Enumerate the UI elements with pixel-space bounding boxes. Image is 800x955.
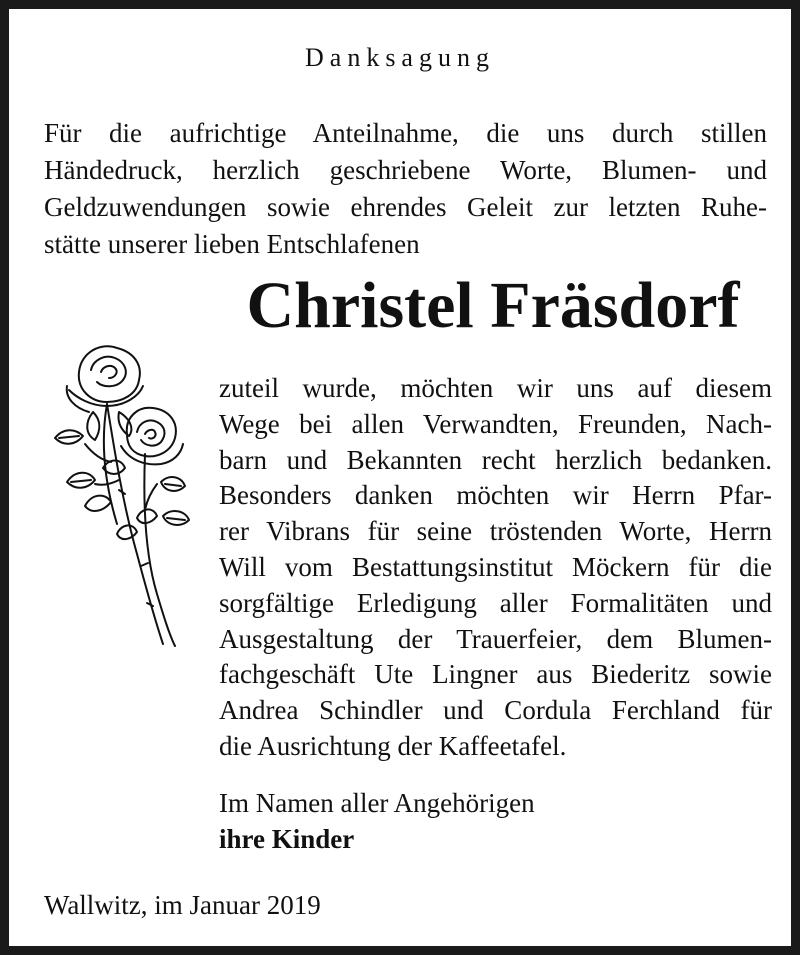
body-line: sorgfältige Erledigung aller Formalitäten und <box>219 587 772 618</box>
body-line: barn und Bekannten recht herzlich bedanken. <box>219 444 772 475</box>
body-paragraph <box>219 371 772 765</box>
body-line: Andrea Schindler und Cordula Ferchland für <box>219 695 772 726</box>
body-line: Wege bei allen Verwandten, Freunden, Nach- <box>219 408 772 439</box>
intro-line: Händedruck, herzlich geschriebene Worte, Blumen- und <box>44 155 767 185</box>
body-line: Will vom Bestattungsinstitut Möckern für die <box>219 551 772 582</box>
roses-icon <box>45 334 200 654</box>
body-line: zuteil wurde, möchten wir uns auf diesem <box>219 373 772 403</box>
body-line: rer Vibrans für seine tröstenden Worte, Herrn <box>219 516 772 547</box>
intro-line: Für die aufrichtige Anteilnahme, die uns durch stillen <box>44 118 767 148</box>
place-date: Wallwitz, im Januar 2019 <box>44 890 321 920</box>
signature-line: Im Namen aller Angehörigen <box>219 788 535 818</box>
notice-heading: Danksagung <box>305 43 495 72</box>
signature-block <box>219 785 535 857</box>
intro-paragraph <box>44 115 767 263</box>
body-line: fachgeschäft Ute Lingner aus Biederitz sowie <box>219 659 772 690</box>
intro-line: stätte unserer lieben Entschlafenen <box>44 229 420 259</box>
intro-line: Geldzuwendungen sowie ehrendes Geleit zur letzten Ruhe- <box>44 192 767 222</box>
body-line: Ausgestaltung der Trauerfeier, dem Blumen- <box>219 623 772 654</box>
body-line: Besonders danken möchten wir Herrn Pfar- <box>219 480 772 511</box>
deceased-name: Christel Fräsdorf <box>246 269 740 342</box>
body-line: die Ausrichtung der Kaffeetafel. <box>219 730 567 761</box>
signature-name: ihre Kinder <box>219 824 355 854</box>
